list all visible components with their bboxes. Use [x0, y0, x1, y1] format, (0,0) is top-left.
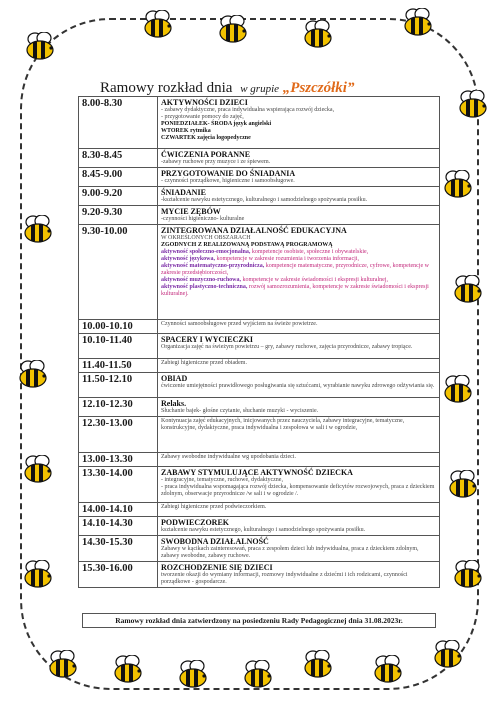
- schedule-row: [79, 417, 440, 453]
- competence-name: aktywność społeczno-emocjonalna,: [161, 249, 252, 255]
- activity-line: CZWARTEK zajęcia logopedyczne: [161, 135, 251, 141]
- schedule-row: [79, 373, 440, 398]
- time-slot: 9.20-9.30: [79, 206, 158, 225]
- activity-heading: PODWIECZOREK: [161, 518, 230, 527]
- activity-description: [158, 225, 440, 320]
- title-subtitle: w grupie: [240, 83, 280, 95]
- bee-icon: [440, 170, 476, 200]
- bee-icon: [300, 650, 336, 680]
- activity-line: - zabawy dydaktyczne, praca indywidualna wspierająca rozwój dziecka,: [161, 107, 335, 113]
- bee-icon: [20, 215, 56, 245]
- competence-name: aktywność językowa,: [161, 256, 217, 262]
- schedule-row: [79, 320, 440, 334]
- competence-item: [161, 284, 436, 298]
- activity-line: WTOREK rytmika: [161, 128, 211, 134]
- activity-description: [158, 168, 440, 187]
- competence-item: [161, 277, 436, 284]
- activity-line: Słuchanie bajek- głośne czytanie, słuchanie muzyki - wyciszenie.: [161, 408, 319, 414]
- time-slot: 13.30-14.00: [79, 467, 158, 503]
- time-slot: 12.30-13.00: [79, 417, 158, 453]
- activity-description: [158, 398, 440, 417]
- competence-desc: kompetencje w zakresie rozumienia i tworzenia informacji,: [216, 256, 359, 262]
- activity-line: - praca indywidualna wspomagająca rozwój dziecka, kompensowanie deficytów rozwojowych, praca z dzieckiem zdolnym, obserwacje przyrodnicze /w sali i w ogrodzie /.: [161, 484, 435, 497]
- schedule-row: [79, 149, 440, 168]
- bee-icon: [300, 20, 336, 50]
- activity-line: - przygotowanie pomocy do zajęć,: [161, 114, 244, 120]
- time-slot: 14.10-14.30: [79, 517, 158, 536]
- activity-description: [158, 187, 440, 206]
- activity-description: [158, 517, 440, 536]
- activity-line: Zabawy w kącikach zainteresowań, praca z zespołem dzieci lub indywidualna, praca z dzieckiem zdolnym, zabawy swobodne, zabawy ruchowe.: [161, 546, 419, 559]
- activity-description: [158, 334, 440, 359]
- activity-line: -czynności higieniczno- kulturalne: [161, 216, 245, 222]
- activity-line: Kontynuacja zajęć edukacyjnych, inicjowanych przez nauczyciela, zabawy integracyjne, tematyczne, konstrukcyjne, dydaktyczne, praca indywidualna i zespołowa w sali i w ogrodzie,: [161, 418, 405, 431]
- bee-icon: [20, 455, 56, 485]
- time-slot: 14.00-14.10: [79, 503, 158, 517]
- time-slot: 11.50-12.10: [79, 373, 158, 398]
- competence-item: [161, 256, 436, 263]
- time-slot: 15.30-16.00: [79, 562, 158, 588]
- title-text: Ramowy rozkład dnia: [100, 80, 233, 96]
- activity-line: Organizacja zajęć na świeżym powietrzu – gry, zabawy ruchowe, zajęcia przyrodnicze, zabawy tropiące.: [161, 344, 413, 350]
- schedule-row: [79, 562, 440, 588]
- bee-icon: [240, 660, 276, 690]
- bee-icon: [140, 10, 176, 40]
- bee-icon: [215, 15, 251, 45]
- activity-line: tworzenie okazji do wymiany informacji, rozmowy indywidualne z dziećmi i ich rodzicami, czynności porządkowe - gospodarcze.: [161, 572, 408, 585]
- schedule-row: [79, 168, 440, 187]
- bee-icon: [450, 560, 486, 590]
- competence-name: aktywność matematyczno-przyrodnicza,: [161, 263, 266, 269]
- activity-line: Zabiegi higieniczne przed obiadem.: [161, 360, 247, 366]
- activity-heading: OBIAD: [161, 374, 188, 383]
- activity-heading: SWOBODNA DZIAŁALNOŚĆ: [161, 537, 269, 546]
- activity-heading: ZINTEGROWANA DZIAŁALNOŚĆ EDUKACYJNA: [161, 226, 347, 235]
- activity-description: [158, 359, 440, 373]
- bee-icon: [110, 655, 146, 685]
- time-slot: 11.40-11.50: [79, 359, 158, 373]
- bee-icon: [175, 660, 211, 690]
- schedule-row: [79, 97, 440, 149]
- activity-heading: ROZCHODZENIE SIĘ DZIECI: [161, 563, 273, 572]
- time-slot: 9.30-10.00: [79, 225, 158, 320]
- activity-description: [158, 97, 440, 149]
- activity-line: - czynności porządkowe, higieniczne i samoobsługowe.: [161, 178, 295, 184]
- activity-heading: PRZYGOTOWANIE DO ŚNIADANIA: [161, 169, 296, 178]
- competence-desc: kompetencje osobiste, społeczne i obywatelskie,: [251, 249, 369, 255]
- activity-line: -zabawy ruchowe przy muzyce i ze śpiewem.: [161, 159, 271, 165]
- time-slot: 8.30-8.45: [79, 149, 158, 168]
- group-name: „Pszczółki”: [282, 80, 355, 96]
- competence-name: aktywność muzyczno-ruchowa,: [161, 277, 243, 283]
- schedule-row: [79, 503, 440, 517]
- bee-icon: [45, 650, 81, 680]
- competence-desc: kompetencje matematyczne, przyrodnicze, cyfrowe, kompetencje w zakresie przedsiębiorczości,: [161, 263, 429, 276]
- page-title: [100, 80, 354, 97]
- activity-description: [158, 206, 440, 225]
- bee-icon: [455, 90, 491, 120]
- activity-line: ćwiczenie umiejętności prawidłowego posługiwania się sztućcami, wyrabianie nawyku zdrowego odżywiania się.: [161, 383, 435, 389]
- activity-line: Zabiegi higieniczne przed podwieczorkiem.: [161, 504, 267, 510]
- bee-icon: [440, 375, 476, 405]
- activity-description: [158, 536, 440, 562]
- competence-item: [161, 263, 436, 277]
- activity-description: [158, 503, 440, 517]
- bee-icon: [445, 470, 481, 500]
- activity-description: [158, 417, 440, 453]
- schedule-row: [79, 517, 440, 536]
- time-slot: 13.00-13.30: [79, 453, 158, 467]
- activity-description: [158, 373, 440, 398]
- activity-line: kształcenie nawyku estetycznego, kulturalnego i samodzielnego spożywania posiłku.: [161, 527, 366, 533]
- bee-icon: [20, 560, 56, 590]
- bee-icon: [450, 275, 486, 305]
- bee-icon: [22, 32, 58, 62]
- activity-heading: ĆWICZENIA PORANNE: [161, 150, 251, 159]
- activity-line: Czynności samoobsługowe przed wyjściem na świeże powietrze.: [161, 321, 318, 327]
- schedule-row: [79, 398, 440, 417]
- schedule-row: [79, 206, 440, 225]
- bee-icon: [400, 8, 436, 38]
- bee-icon: [15, 360, 51, 390]
- schedule-row: [79, 187, 440, 206]
- competence-name: aktywność plastyczno-techniczna,: [161, 284, 249, 290]
- time-slot: 12.10-12.30: [79, 398, 158, 417]
- activity-heading: ZABAWY STYMULUJĄCE AKTYWNOŚĆ DZIECKA: [161, 468, 353, 477]
- schedule-row: [79, 334, 440, 359]
- schedule-row: [79, 467, 440, 503]
- time-slot: 9.00-9.20: [79, 187, 158, 206]
- time-slot: 14.30-15.30: [79, 536, 158, 562]
- competence-desc: kompetencje w zakresie świadomości i ekspresji kulturalnej,: [242, 277, 388, 283]
- activity-heading: MYCIE ZĘBÓW: [161, 207, 221, 216]
- activity-heading: SPACERY I WYCIECZKI: [161, 335, 254, 344]
- time-slot: 8.00-8.30: [79, 97, 158, 149]
- activity-heading: ŚNIADANIE: [161, 188, 206, 197]
- activity-description: [158, 149, 440, 168]
- schedule-row: [79, 225, 440, 320]
- time-slot: 10.10-11.40: [79, 334, 158, 359]
- time-slot: 10.00-10.10: [79, 320, 158, 334]
- activity-description: [158, 562, 440, 588]
- activity-description: [158, 453, 440, 467]
- activity-line: ZGODNYCH Z REALIZOWANĄ PODSTAWĄ PROGRAMOWĄ: [161, 242, 333, 248]
- activity-line: PONIEDZIAŁEK- ŚRODA język angielski: [161, 121, 272, 127]
- schedule-table: [78, 96, 440, 588]
- activity-line: - integracyjne, tematyczne, ruchowe, dydaktyczne,: [161, 477, 283, 483]
- competence-item: [161, 249, 436, 256]
- activity-line: Zabawy swobodne indywidualne wg upodobania dzieci.: [161, 454, 296, 460]
- bee-icon: [430, 640, 466, 670]
- approval-note: Ramowy rozkład dnia zatwierdzony na posiedzeniu Rady Pedagogicznej dnia 31.08.2023r.: [82, 613, 436, 628]
- activity-line: -kształcenie nawyku estetycznego, kulturalnego i samodzielnego spożywania posiłku.: [161, 197, 368, 203]
- competence-desc: rozwój samozrozumienia, kompetencje w zakresie świadomości i ekspresji kulturalnej.: [161, 284, 429, 297]
- schedule-row: [79, 359, 440, 373]
- bee-icon: [370, 655, 406, 685]
- activity-line: W OKREŚLONYCH OBSZARACH: [161, 235, 251, 241]
- schedule-row: [79, 536, 440, 562]
- activity-description: [158, 320, 440, 334]
- schedule-row: [79, 453, 440, 467]
- activity-description: [158, 467, 440, 503]
- activity-heading: AKTYWNOŚCI DZIECI: [161, 98, 248, 107]
- activity-heading: Relaks.: [161, 399, 187, 408]
- time-slot: 8.45-9.00: [79, 168, 158, 187]
